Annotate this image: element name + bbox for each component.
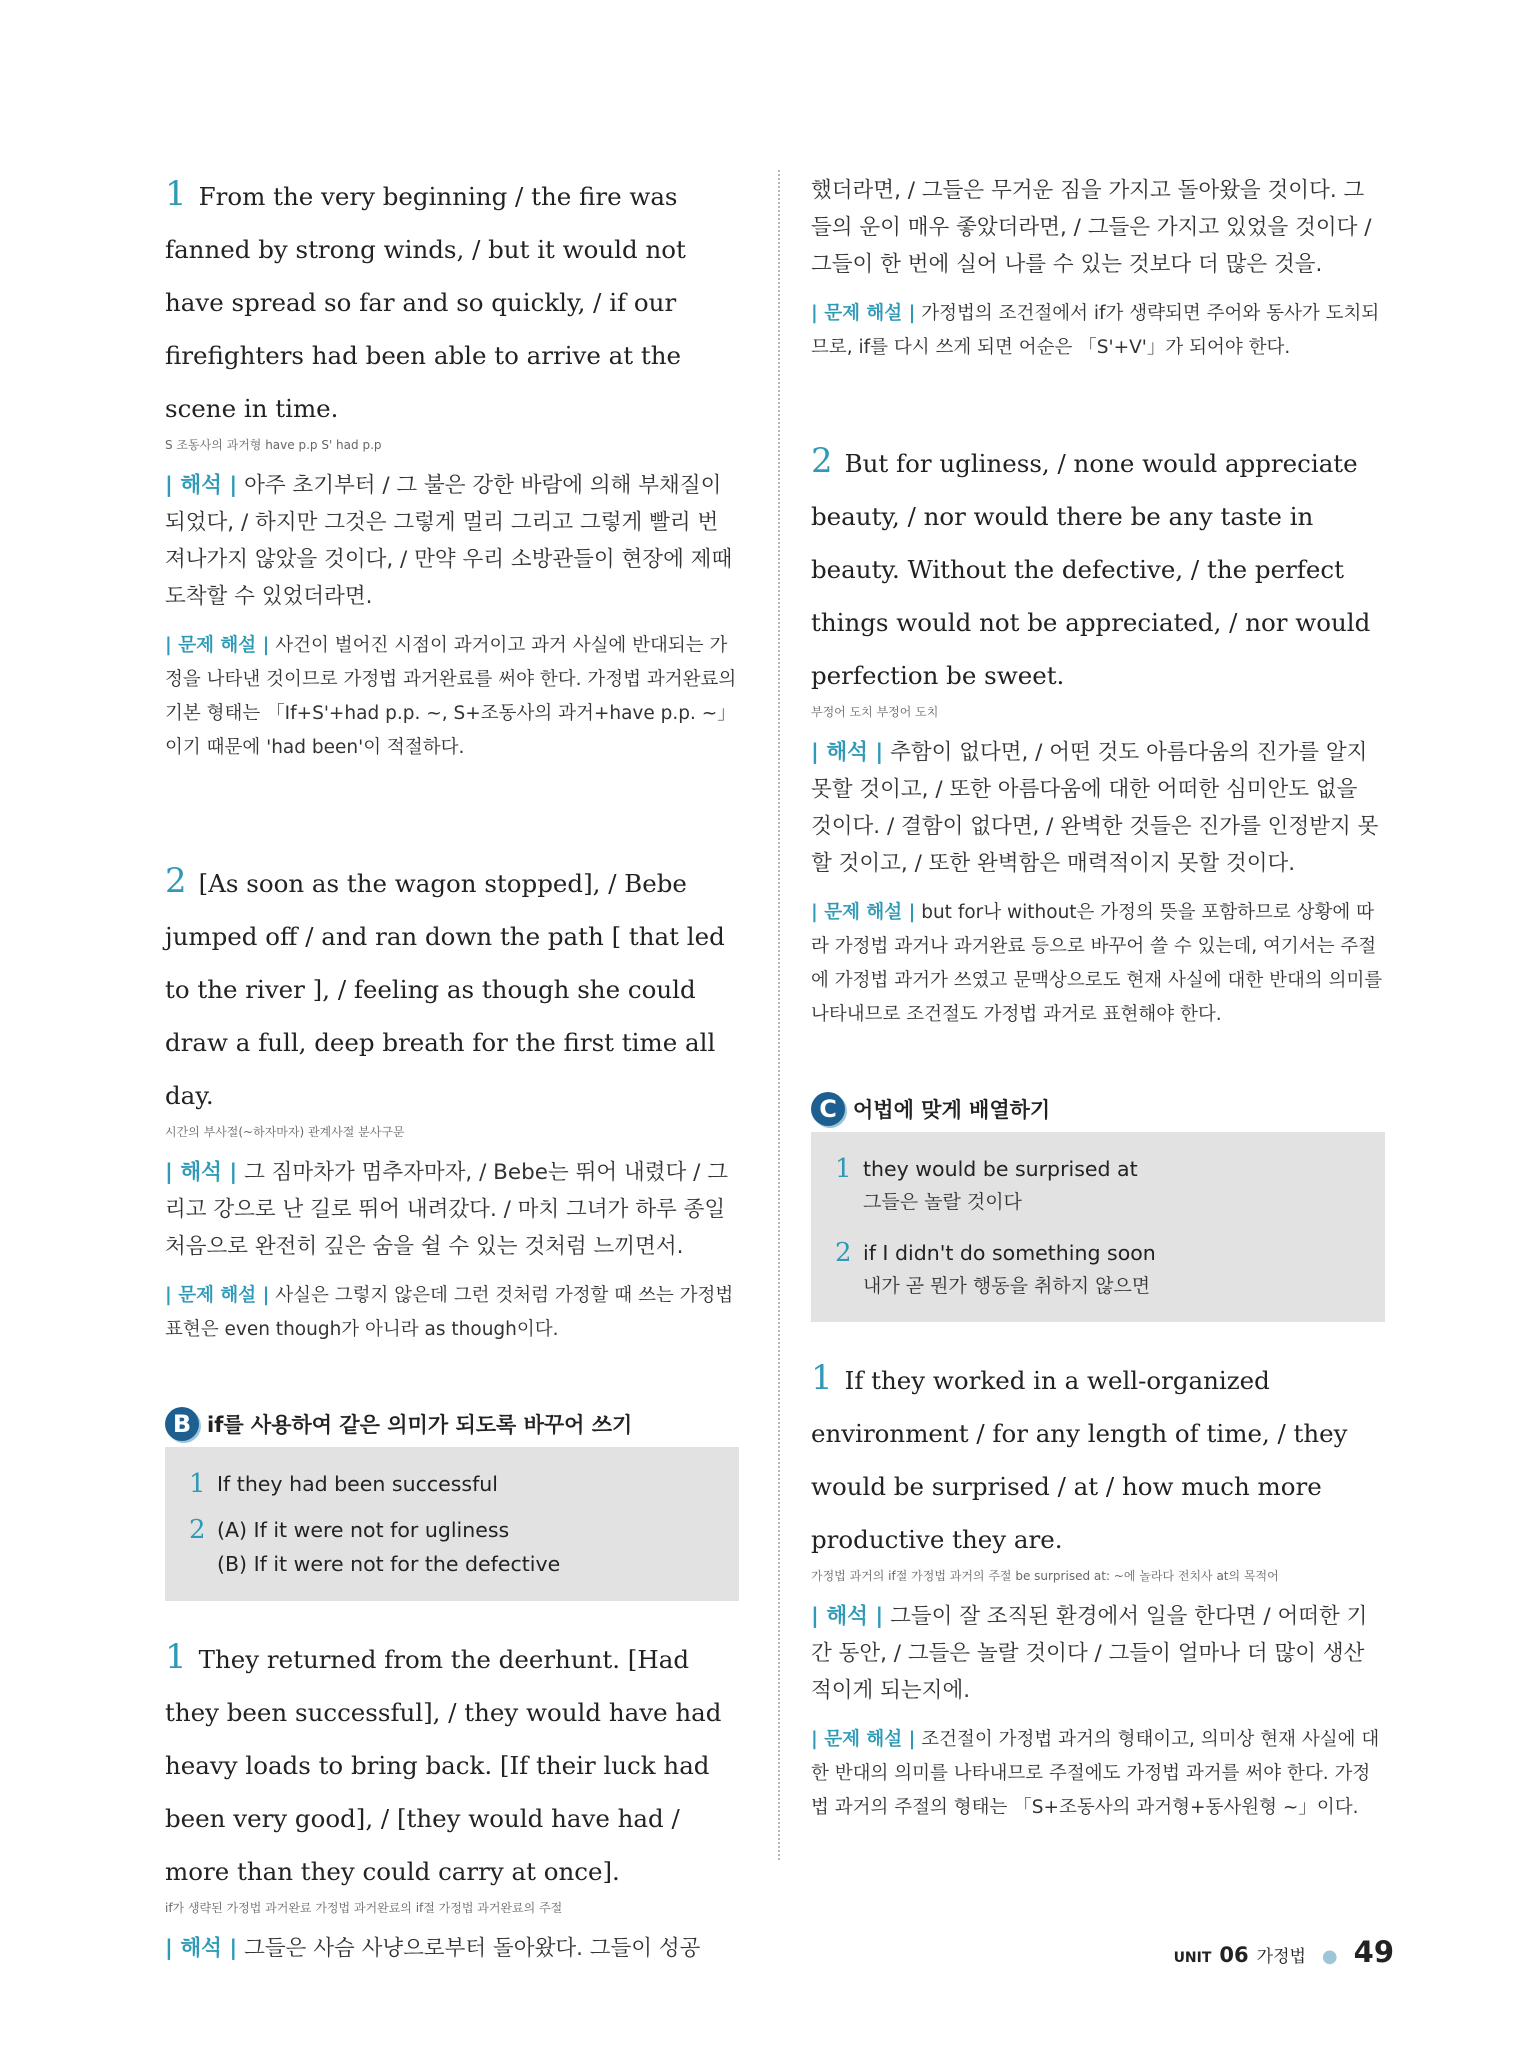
section-c-answer-box xyxy=(811,1132,1385,1322)
answer-line: they would be surprised at xyxy=(863,1157,1138,1181)
answer-number: 1 xyxy=(189,1469,206,1499)
question-number: 2 xyxy=(811,441,833,481)
unit-label: UNIT xyxy=(1173,1950,1212,1966)
explanation-text: but for나 without은 가정의 뜻을 포함하므로 상황에 따라 가정법 과거나 과거완료 등으로 바꾸어 쓸 수 있는데, 여기서는 주절에 가정법 과거가 쓰였고 문맥상으로도 현재 사실에 대한 반대의 의미를 나타내므로 조건절도 가정법 과거로 표현해야 한다. xyxy=(811,902,1383,1025)
explanation-text: 사실은 그렇지 않은데 그런 것처럼 가정할 때 쓰는 가정법 표현은 even though가 아니라 as though이다. xyxy=(165,1285,734,1340)
explanation xyxy=(811,896,1385,1032)
spacer xyxy=(811,1322,1385,1352)
answer-line: if I didn't do something soon xyxy=(863,1241,1156,1265)
translation-text: 추함이 없다면, / 어떤 것도 아름다움의 진가를 알지 못할 것이고, / 또한 아름다움에 대한 어떠한 심미안도 없을 것이다. / 결함이 없다면, / 완벽한 것들은 진가를 인정받지 못할 것이고, / 또한 완벽함은 매력적이지 못할 것이다. xyxy=(811,740,1379,876)
spacer xyxy=(811,365,1385,435)
translation xyxy=(165,467,739,615)
unit-number: 06 xyxy=(1219,1943,1249,1967)
translation-label: | 해석 | xyxy=(811,740,884,765)
right-column xyxy=(811,172,1385,1825)
answer-line: (A) If it were not for ugliness xyxy=(217,1518,510,1542)
question-text: If they worked in a well-organized environment / for any length of time, / they would be surprised / at / how much more productive they are. xyxy=(811,1366,1348,1554)
answer-line: If they had been successful xyxy=(217,1472,498,1496)
question-1-sentence xyxy=(165,168,739,435)
annotation: S 조동사의 과거형 have p.p S' had p.p xyxy=(165,438,382,452)
answer-item xyxy=(189,1513,717,1581)
explanation-label: | 문제 해설 | xyxy=(165,1285,270,1306)
spacer xyxy=(811,1032,1385,1092)
annotation: 가정법 과거의 if절 가정법 과거의 주절 be surprised at: ~에 놀라다 전치사 at의 목적어 xyxy=(811,1569,1279,1583)
answer-translation: 내가 곧 뭔가 행동을 취하지 않으면 xyxy=(863,1275,1151,1297)
explanation-label: | 문제 해설 | xyxy=(811,1729,916,1750)
translation-text: 그들은 사슴 사냥으로부터 돌아왔다. 그들이 성공 xyxy=(244,1936,701,1961)
question-text: They returned from the deerhunt. [Had they been successful], / they would have had heavy loads to bring back. [If their luck had been very good], / [they would have had / more than they could carry at once]. xyxy=(165,1645,722,1886)
unit-title: 가정법 xyxy=(1256,1947,1306,1967)
question-text: But for ugliness, / none would appreciate beauty, / nor would there be any taste in beauty. Without the defective, / the perfect things would not be appreciated, / nor would perfection be sweet. xyxy=(811,449,1371,690)
section-b-answer-box xyxy=(165,1447,739,1601)
explanation-label: | 문제 해설 | xyxy=(165,635,270,656)
spacer xyxy=(165,1347,739,1407)
translation-label: | 해석 | xyxy=(811,1604,884,1629)
explanation-label: | 문제 해설 | xyxy=(811,902,916,923)
translation xyxy=(811,734,1385,882)
translation-label: | 해석 | xyxy=(165,1936,238,1961)
explanation xyxy=(165,1279,739,1347)
section-b-badge: B xyxy=(165,1407,199,1441)
column-divider xyxy=(778,170,780,1860)
spacer xyxy=(165,765,739,855)
explanation-text: 사건이 벌어진 시점이 과거이고 과거 사실에 반대되는 가정을 나타낸 것이므로 가정법 과거완료를 써야 한다. 가정법 과거완료의 기본 형태는 「If+S'+had p.p. ~, S+조동사의 과거+have p.p. ~」이기 때문에 'had been'이 적절하다. xyxy=(165,635,737,758)
explanation xyxy=(811,1723,1385,1825)
question-text: From the very beginning / the fire was fanned by strong winds, / but it would not have spread so far and so quickly, / if our firefighters had been able to arrive at the scene in time. xyxy=(165,182,686,423)
answer-number: 2 xyxy=(835,1238,852,1268)
translation-continued: 했더라면, / 그들은 무거운 짐을 가지고 돌아왔을 것이다. 그들의 운이 매우 좋았더라면, / 그들은 가지고 있었을 것이다 / 그들이 한 번에 실어 나를 수 있는 것보다 더 많은 것을. xyxy=(811,178,1372,277)
explanation xyxy=(165,629,739,765)
question-text: [As soon as the wagon stopped], / Bebe jumped off / and ran down the path [ that led to the river ], / feeling as though she could draw a full, deep breath for the first time all day. xyxy=(165,869,725,1110)
question-number: 1 xyxy=(165,174,187,214)
section-b-header xyxy=(165,1407,739,1441)
translation-text: 그 짐마차가 멈추자마자, / Bebe는 뛰어 내렸다 / 그리고 강으로 난 길로 뛰어 내려갔다. / 마치 그녀가 하루 종일 처음으로 완전히 깊은 숨을 쉴 수 있는 것처럼 느끼면서. xyxy=(165,1160,728,1259)
question-number: 1 xyxy=(811,1358,833,1398)
page-footer xyxy=(1174,1935,1394,1969)
translation xyxy=(165,1930,739,1967)
translation-label: | 해석 | xyxy=(165,473,238,498)
section-c xyxy=(811,1092,1385,1322)
answer-line: (B) If it were not for the defective xyxy=(217,1552,561,1576)
left-column xyxy=(165,168,739,1967)
section-c-title: 어법에 맞게 배열하기 xyxy=(853,1098,1051,1122)
question-number: 1 xyxy=(165,1637,187,1677)
answer-number: 1 xyxy=(835,1154,852,1184)
section-b xyxy=(165,1407,739,1601)
annotation: if가 생략된 가정법 과거완료 가정법 과거완료의 if절 가정법 과거완료의 주절 xyxy=(165,1901,563,1915)
translation-text: 아주 초기부터 / 그 불은 강한 바람에 의해 부채질이 되었다, / 하지만 그것은 그렇게 멀리 그리고 그렇게 빨리 번져나가지 않았을 것이다, / 만약 우리 소방관들이 현장에 제때 도착할 수 있었더라면. xyxy=(165,473,733,609)
translation xyxy=(811,1598,1385,1709)
answer-item xyxy=(189,1467,717,1501)
translation-text: 그들이 잘 조직된 환경에서 일을 한다면 / 어떠한 기간 동안, / 그들은 놀랄 것이다 / 그들이 얼마나 더 많이 생산적이게 되는지에. xyxy=(811,1604,1368,1703)
page-number: 49 xyxy=(1353,1935,1394,1969)
translation-label: | 해석 | xyxy=(165,1160,238,1185)
spacer xyxy=(165,1601,739,1631)
question-3-sentence xyxy=(165,1631,739,1898)
question-5-sentence xyxy=(811,1352,1385,1566)
annotation: 부정어 도치 부정어 도치 xyxy=(811,705,939,719)
annotation: 시간의 부사절(~하자마자) 관계사절 분사구문 xyxy=(165,1125,405,1139)
translation xyxy=(165,1154,739,1265)
question-4-sentence xyxy=(811,435,1385,702)
question-2-sentence xyxy=(165,855,739,1122)
answer-item xyxy=(835,1152,1363,1218)
section-c-header xyxy=(811,1092,1385,1126)
question-number: 2 xyxy=(165,861,187,901)
answer-number: 2 xyxy=(189,1515,206,1545)
explanation-label: | 문제 해설 | xyxy=(811,303,916,324)
answer-item xyxy=(835,1236,1363,1302)
explanation xyxy=(811,297,1385,365)
section-c-badge: C xyxy=(811,1092,845,1126)
explanation-text: 가정법의 조건절에서 if가 생략되면 주어와 동사가 도치되므로, if를 다시 쓰게 되면 어순은 「S'+V'」가 되어야 한다. xyxy=(811,303,1380,358)
section-b-title: if를 사용하여 같은 의미가 되도록 바꾸어 쓰기 xyxy=(207,1413,633,1437)
explanation-text: 조건절이 가정법 과거의 형태이고, 의미상 현재 사실에 대한 반대의 의미를 나타내므로 주절에도 가정법 과거를 써야 한다. 가정법 과거의 주절의 형태는 「S+조동사의 과거형+동사원형 ~」이다. xyxy=(811,1729,1380,1818)
separator-dot-icon: ● xyxy=(1321,1946,1338,1967)
answer-translation: 그들은 놀랄 것이다 xyxy=(863,1191,1022,1213)
